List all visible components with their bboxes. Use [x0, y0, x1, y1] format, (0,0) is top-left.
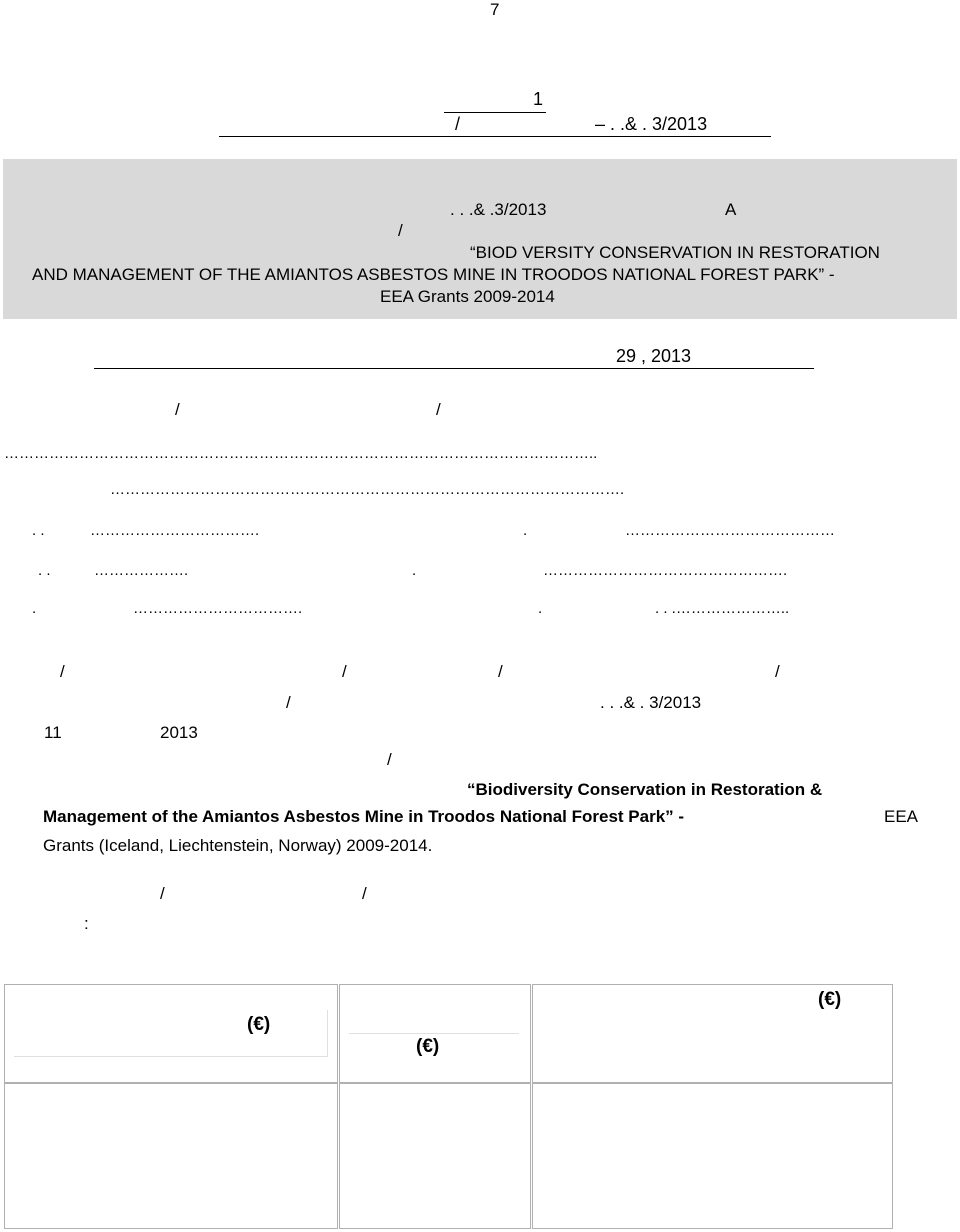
box-title-line3: EEA Grants 2009-2014: [380, 287, 555, 306]
box-title-line1: “BIOD VERSITY CONSERVATION IN RESTORATION: [470, 243, 880, 262]
table-header-guide-3: [349, 1033, 519, 1034]
dotted-label-5a: .: [32, 600, 37, 617]
para2-colon: :: [84, 914, 89, 933]
table-col1-label: (€): [247, 1014, 271, 1035]
table-cell-col1[interactable]: [4, 1083, 338, 1229]
dotted-field-3a[interactable]: …………………………….: [90, 522, 260, 539]
box-letter: A: [725, 200, 737, 219]
table-header-col1: [4, 984, 338, 1083]
table-header-guide-2: [327, 1010, 328, 1056]
box-ref: . . .& .3/2013: [450, 200, 547, 219]
date-line: 29 , 2013: [616, 346, 692, 366]
dotted-label-5b: .: [538, 600, 543, 617]
dotted-field-2[interactable]: ………………………………………………………………………………………….: [110, 481, 625, 498]
box-slash: /: [398, 221, 403, 240]
para1-line2-ref: . . .& . 3/2013: [600, 693, 702, 712]
box-title-line2: AND MANAGEMENT OF THE AMIANTOS ASBESTOS MINE IN TROODOS NATIONAL FOREST PARK” -: [32, 265, 835, 284]
date-underline: [94, 368, 814, 369]
dotted-label-4a: . .: [38, 562, 51, 579]
table-cell-col2[interactable]: [339, 1083, 531, 1229]
para1-project-title-2: Management of the Amiantos Asbestos Mine in Troodos National Forest Park” -: [43, 807, 685, 826]
dotted-field-5b[interactable]: . . .…………………..: [655, 600, 790, 617]
slash-1: /: [175, 400, 180, 419]
table-cell-col3[interactable]: [532, 1083, 893, 1229]
para1-project-funding: Grants (Iceland, Liechtenstein, Norway) 2009-2014.: [43, 836, 433, 855]
para2-slash-1: /: [160, 884, 165, 903]
para1-project-title-tail: EEA: [884, 807, 919, 826]
dotted-label-4b: .: [412, 562, 417, 579]
para1-line2-slash: /: [286, 693, 291, 712]
para1-line4-slash: /: [387, 750, 392, 769]
para1-slash-3: /: [498, 662, 503, 681]
para1-year: 2013: [160, 723, 198, 742]
dotted-field-4a[interactable]: ……………….: [94, 562, 189, 579]
slash-2: /: [436, 400, 441, 419]
para1-slash-4: /: [775, 662, 780, 681]
dotted-field-4b[interactable]: ………………………………………….: [543, 562, 788, 579]
dotted-label-3a: . .: [32, 522, 45, 539]
dotted-field-3b[interactable]: ……………………………………: [625, 522, 835, 539]
annex-ref-slash: /: [455, 114, 461, 134]
para1-slash-1: /: [60, 662, 65, 681]
para1-day: 11: [44, 723, 62, 742]
annex-ref: – . .& . 3/2013: [595, 114, 708, 134]
dotted-label-3b: .: [523, 522, 528, 539]
para1-slash-2: /: [342, 662, 347, 681]
para1-project-title-1: “Biodiversity Conservation in Restoration &: [467, 780, 823, 799]
table-col3-label: (€): [818, 989, 842, 1010]
para2-slash-2: /: [362, 884, 367, 903]
page-number: 7: [490, 0, 500, 19]
dotted-field-5a[interactable]: …………………………….: [133, 600, 303, 617]
annex-number-underline: [444, 112, 546, 113]
annex-ref-underline: [219, 136, 771, 137]
annex-number: 1: [533, 89, 544, 109]
table-col2-label: (€): [416, 1036, 440, 1057]
table-header-guide-1: [14, 1056, 328, 1057]
dotted-field-1[interactable]: ………………………………………………………………………………………………………..: [4, 445, 598, 462]
